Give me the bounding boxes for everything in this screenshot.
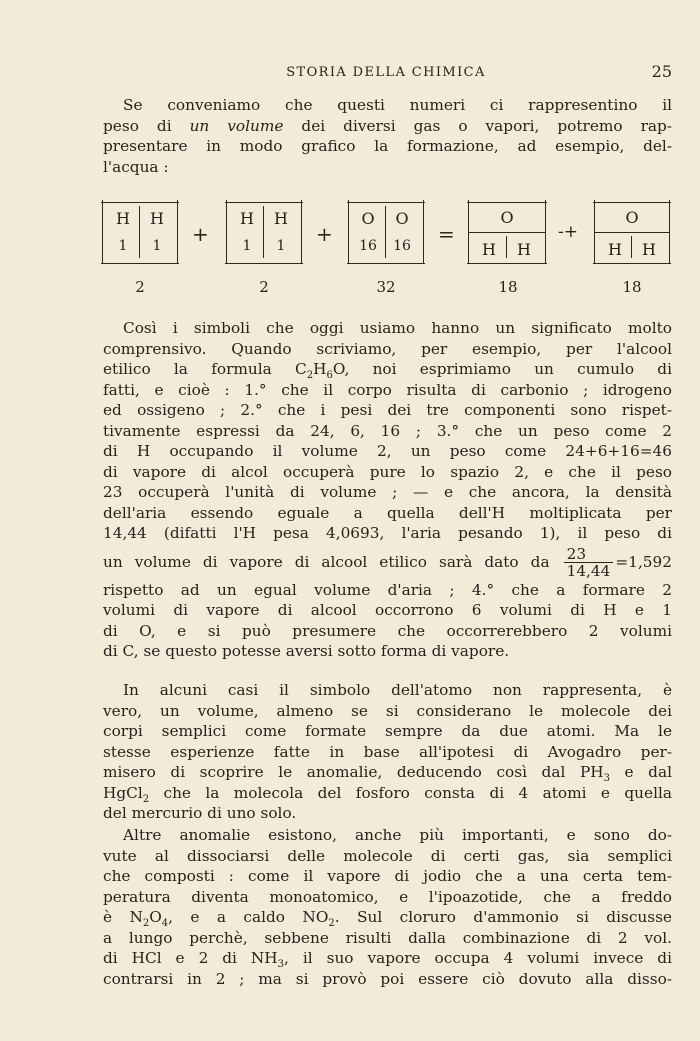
text-line: In alcuni casi il simbolo dell'atomo non rappresenta, è [123, 681, 672, 699]
text-line: misero di scoprire le anomalie, deducendo così dal $PH_3$ e dal [103, 763, 672, 785]
text-line: tivamente espressi da 24, 6, 16 ; 3.° che un peso come 2 [103, 421, 672, 440]
equals-sign: = [438, 222, 455, 246]
text-line: Così i simboli che oggi usiamo hanno un significato molto [123, 319, 672, 337]
density-fraction: $\frac{23}{14,44}$ [564, 546, 614, 579]
volume-weight: 32 [376, 278, 396, 296]
atom-weight: 16 [393, 238, 411, 254]
text-line: contrarsi in 2 ; ma si provò poi essere ciò dovuto alla disso- [103, 969, 672, 988]
atom-symbol: H [608, 240, 622, 259]
plus-sign: -+ [558, 222, 578, 242]
text-line: volumi di vapore di alcool occorrono 6 volumi di H e 1 [103, 601, 672, 619]
text-line: comprensivo. Quando scriviamo, per esempio, per l'alcool [103, 339, 672, 358]
text-line: di O, e si può presumere che occorrerebbero 2 volumi [103, 621, 672, 640]
text-line: di H occupando il volume 2, un peso come 24+6+16=46 [103, 442, 672, 460]
volume-weight: 18 [498, 278, 518, 296]
atom-symbol: H [116, 209, 130, 228]
atom-weight: 16 [359, 238, 377, 254]
atom-symbol: H [642, 240, 656, 259]
text-line: l'acqua : [103, 157, 169, 176]
text-line: presentare in modo grafico la formazione, ad esempio, del- [103, 137, 672, 155]
plus-sign: + [192, 222, 209, 246]
water-volume-box [594, 200, 670, 264]
atom-weight: 1 [276, 238, 286, 254]
atom-weight: 1 [118, 238, 128, 254]
volume-weight: 2 [259, 278, 269, 296]
water-volume-box [468, 200, 546, 264]
text-line: Altre anomalie esistono, anche più importanti, e sono do- [123, 826, 672, 844]
text-line: peso di un volume dei diversi gas o vapori, potremo rap- [103, 116, 672, 135]
paragraph-3 [103, 680, 672, 824]
paragraph-2 [103, 318, 672, 662]
text-line: vero, un volume, almeno se si considerano le molecole dei [103, 701, 672, 720]
text-line: del mercurio di uno solo. [103, 804, 297, 822]
paragraph-1 [103, 95, 672, 177]
volume-weight: 18 [622, 278, 642, 296]
atom-symbol: H [482, 240, 496, 259]
text-line: stesse esperienze fatte in base all'ipotesi di Avogadro per- [103, 742, 672, 761]
atom-symbol: O [500, 208, 514, 227]
atom-symbol: O [625, 208, 639, 227]
atom-symbol: O [361, 209, 375, 228]
text-line: a lungo perchè, sebbene risulti dalla combinazione di 2 vol. [103, 928, 672, 947]
text-line: che composti : come il vapore di jodio che a una certa tem- [103, 867, 672, 885]
page-header [100, 62, 672, 84]
text-line: dell'aria essendo eguale a quella dell'H moltiplicata per [103, 503, 672, 522]
plus-sign: + [316, 222, 333, 246]
text-line-with-fraction: un volume di vapore di alcool etilico sarà dato da $\frac{23}{14,44}$ =1,592 [103, 545, 672, 580]
text-line: rispetto ad un egual volume d'aria ; 4.° che a formare 2 [103, 580, 672, 599]
atom-weight: 1 [152, 238, 162, 254]
atom-symbol: H [517, 240, 531, 259]
atom-symbol: H [150, 209, 164, 228]
hydrogen-volume-box [102, 200, 178, 264]
atom-symbol: O [395, 209, 409, 228]
atom-symbol: H [274, 209, 288, 228]
text-line: vute al dissociarsi delle molecole di certi gas, sia semplici [103, 846, 672, 865]
text-line: Se conveniamo che questi numeri ci rappresentino il [123, 96, 672, 114]
text-line: etilico la formula $C_2H_6O$, noi esprimiamo un cumulo di [103, 360, 672, 382]
running-title: STORIA DELLA CHIMICA [286, 65, 486, 80]
text-line: di vapore di alcol occuperà pure lo spazio 2, e che il peso [103, 462, 672, 481]
text-line: 23 occuperà l'unità di volume ; — e che ancora, la densità [103, 483, 672, 501]
text-line: di HCl e 2 di $NH_3$, il suo vapore occupa 4 volumi invece di [103, 949, 672, 971]
water-formation-diagram [100, 200, 672, 300]
text-line: è $N_2O_4$, e a caldo $NO_2$. Sul cloruro d'ammonio si discusse [103, 908, 672, 930]
text-line: ed ossigeno ; 2.° che i pesi dei tre componenti sono rispet- [103, 401, 672, 419]
text-line: 14,44 (difatti l'H pesa 4,0693, l'aria pesando 1), il peso di [103, 524, 672, 542]
page-number: 25 [651, 62, 672, 81]
text-line: fatti, e cioè : 1.° che il corpo risulta di carbonio ; idrogeno [103, 380, 672, 399]
paragraph-4 [103, 825, 672, 989]
oxygen-volume-box [348, 200, 424, 264]
text-line: corpi semplici come formate sempre da due atomi. Ma le [103, 722, 672, 740]
hydrogen-volume-box [226, 200, 302, 264]
text-line: peratura diventa monoatomico, e l'ipoazotide, che a freddo [103, 887, 672, 906]
atom-weight: 1 [242, 238, 252, 254]
atom-symbol: H [240, 209, 254, 228]
text-line: HgCl$_2$ che la molecola del fosforo consta di 4 atomi e quella [103, 783, 672, 805]
volume-weight: 2 [135, 278, 145, 296]
text-line: di C, se questo potesse aversi sotto forma di vapore. [103, 642, 510, 660]
